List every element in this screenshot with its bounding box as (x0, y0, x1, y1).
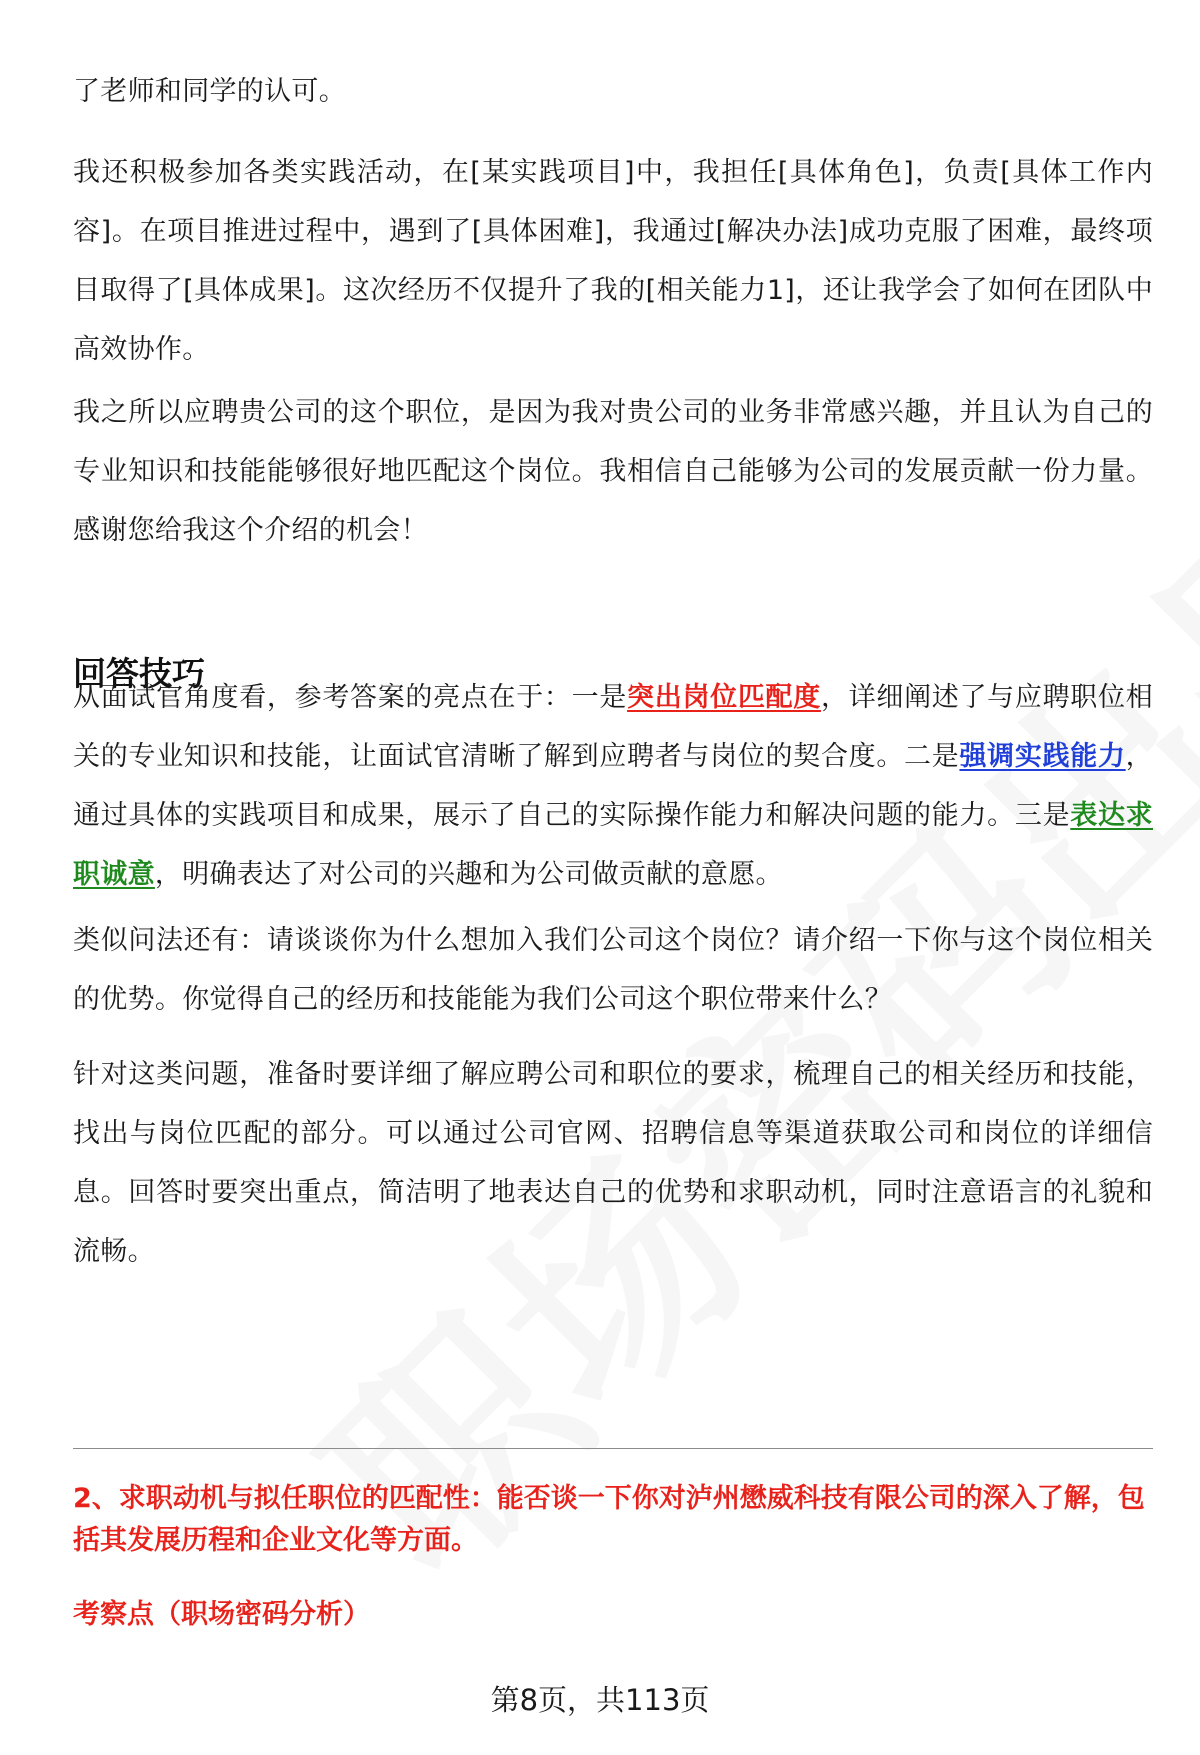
paragraph-tips (73, 668, 1153, 904)
page-number: 第8页，共113页 (490, 1683, 710, 1717)
question-title: 2、求职动机与拟任职位的匹配性：能否谈一下你对泸州懋威科技有限公司的深入了解，包括其发展历程和企业文化等方面。 (73, 1483, 1145, 1556)
section-heading: 回答技巧 (73, 654, 205, 693)
section-divider (73, 1448, 1153, 1449)
highlight-practical-ability: 强调实践能力 (959, 741, 1126, 772)
paragraph-motivation: 我之所以应聘贵公司的这个职位，是因为我对贵公司的业务非常感兴趣，并且认为自己的专业知识和技能能够很好地匹配这个岗位。我相信自己能够为公司的发展贡献一份力量。感谢您给我这个介绍的机会！ (73, 397, 1153, 546)
paragraph-similar-questions: 类似问法还有：请谈谈你为什么想加入我们公司这个岗位？请介绍一下你与这个岗位相关的优势。你觉得自己的经历和技能能为我们公司这个职位带来什么？ (73, 925, 1153, 1015)
paragraph-continuation: 了老师和同学的认可。 (73, 76, 346, 107)
tips-text-3: ，通过具体的实践项目和成果，展示了自己的实际操作能力和解决问题的能力。三是 (73, 741, 1153, 831)
paragraph-advice: 针对这类问题，准备时要详细了解应聘公司和职位的要求，梳理自己的相关经历和技能，找出与岗位匹配的部分。可以通过公司官网、招聘信息等渠道获取公司和岗位的详细信息。回答时要突出重点，简洁明了地表达自己的优势和求职动机，同时注意语言的礼貌和流畅。 (73, 1059, 1153, 1267)
highlight-sincerity: 表达求职诚意 (73, 800, 1153, 890)
paragraph-practice: 我还积极参加各类实践活动，在[某实践项目]中，我担任[具体角色]，负责[具体工作内容]。在项目推进过程中，遇到了[具体困难]，我通过[解决办法]成功克服了困难，最终项目取得了[具体成果]。这次经历不仅提升了我的[相关能力1]，还让我学会了如何在团队中高效协作。 (73, 157, 1153, 365)
tips-text-1: 从面试官角度看，参考答案的亮点在于：一是 (73, 682, 628, 713)
highlight-job-match: 突出岗位匹配度 (627, 682, 821, 713)
tips-text-4: ，明确表达了对公司的兴趣和为公司做贡献的意愿。 (154, 859, 783, 890)
tips-text-2: ，详细阐述了与应聘职位相关的专业知识和技能，让面试官清晰了解到应聘者与岗位的契合度。二是 (73, 682, 1153, 772)
question-subtitle: 考察点（职场密码分析） (73, 1599, 370, 1630)
